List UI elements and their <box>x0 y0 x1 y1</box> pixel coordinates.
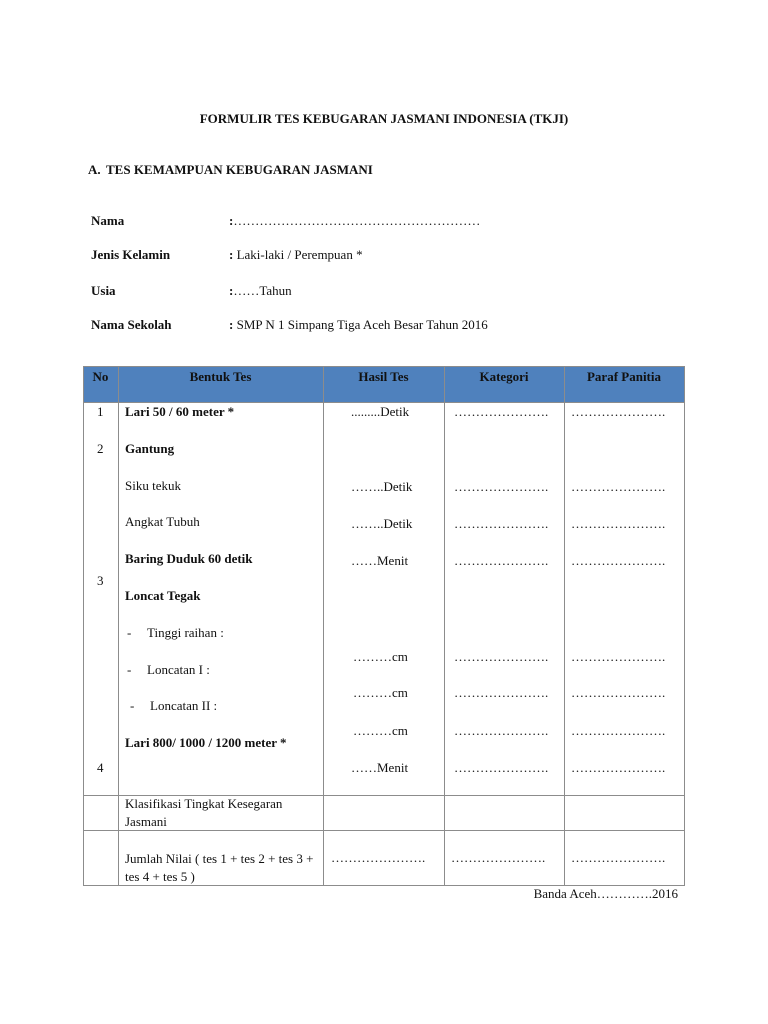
kategori-blank: …………………. <box>454 553 549 568</box>
kategori-blank: …………………. <box>454 479 549 494</box>
section-label: TES KEMAMPUAN KEBUGARAN JASMANI <box>106 162 373 177</box>
field-label-usia: Usia <box>91 283 116 298</box>
field-label-jenis-kelamin: Jenis Kelamin <box>91 247 171 262</box>
field-label-nama-sekolah: Nama Sekolah <box>91 317 172 332</box>
paraf-blank: …………………. <box>571 649 666 664</box>
field-text: ……Tahun <box>233 283 292 298</box>
field-colon: : <box>229 247 234 262</box>
table-divider <box>564 366 565 886</box>
header-kategori: Kategori <box>479 369 529 384</box>
result-blank: ……Menit <box>351 760 409 775</box>
kategori-blank: …………………. <box>454 404 549 419</box>
row-number: 1 <box>97 404 104 419</box>
test-name: Loncat Tegak <box>125 588 201 603</box>
kategori-blank: …………………. <box>454 685 549 700</box>
field-colon: : <box>229 283 234 298</box>
test-name: Angkat Tubuh <box>125 514 200 529</box>
result-blank: ……..Detik <box>351 516 413 531</box>
field-value-jenis-kelamin <box>229 247 363 263</box>
document-title: FORMULIR TES KEBUGARAN JASMANI INDONESIA (TKJI) <box>199 111 569 126</box>
test-name: Tinggi raihan : <box>147 625 224 640</box>
paraf-blank: …………………. <box>571 553 666 568</box>
result-blank: ………cm <box>353 685 408 700</box>
test-name: Loncatan I : <box>147 662 210 677</box>
jumlah-hasil-blank: …………………. <box>331 850 426 865</box>
place-date: Banda Aceh………….2016 <box>533 886 678 901</box>
result-blank: ………cm <box>353 723 408 738</box>
test-name: Baring Duduk 60 detik <box>125 551 253 566</box>
jumlah-nilai-label: Jumlah Nilai ( tes 1 + tes 2 + tes 3 + tes 4 + tes 5 ) <box>125 851 314 884</box>
row-number: 4 <box>97 760 104 775</box>
header-no: No <box>92 369 109 384</box>
kategori-blank: …………………. <box>454 760 549 775</box>
paraf-blank: …………………. <box>571 760 666 775</box>
dash: - <box>127 662 132 677</box>
test-name: Loncatan II : <box>150 698 218 713</box>
paraf-blank: …………………. <box>571 723 666 738</box>
table-divider <box>323 366 324 886</box>
header-bentuk-tes: Bentuk Tes <box>189 369 252 384</box>
table-divider <box>83 402 685 403</box>
section-heading <box>88 162 373 178</box>
paraf-blank: …………………. <box>571 404 666 419</box>
test-name: Lari 800/ 1000 / 1200 meter * <box>125 735 287 750</box>
paraf-blank: …………………. <box>571 516 666 531</box>
field-text: ………………………………………………… <box>233 213 481 228</box>
section-letter: A. <box>88 162 101 177</box>
field-value-usia <box>229 283 292 299</box>
kategori-blank: …………………. <box>454 649 549 664</box>
test-name: Siku tekuk <box>125 478 181 493</box>
jumlah-kategori-blank: …………………. <box>451 850 546 865</box>
table-border <box>83 366 84 886</box>
field-value-nama-sekolah <box>229 317 488 333</box>
result-blank: ……..Detik <box>351 479 413 494</box>
field-colon: : <box>229 213 234 228</box>
table-divider <box>444 366 445 886</box>
field-text: Laki-laki / Perempuan * <box>233 247 363 262</box>
field-label-nama: Nama <box>91 213 125 228</box>
field-value-nama <box>229 213 480 229</box>
header-paraf-panitia: Paraf Panitia <box>586 369 661 384</box>
result-blank: ……Menit <box>351 553 409 568</box>
klasifikasi-label: Klasifikasi Tingkat Kesegaran Jasmani <box>125 796 283 829</box>
table-border <box>83 366 685 367</box>
kategori-blank: …………………. <box>454 723 549 738</box>
dash: - <box>130 698 135 713</box>
test-table <box>83 366 685 886</box>
field-text: SMP N 1 Simpang Tiga Aceh Besar Tahun 2016 <box>233 317 488 332</box>
header-hasil-tes: Hasil Tes <box>358 369 409 384</box>
kategori-blank: …………………. <box>454 516 549 531</box>
row-number: 2 <box>97 441 104 456</box>
field-colon: : <box>229 317 234 332</box>
paraf-blank: …………………. <box>571 685 666 700</box>
dash: - <box>127 625 132 640</box>
table-border <box>684 366 685 886</box>
result-blank: .........Detik <box>351 404 410 419</box>
test-name: Lari 50 / 60 meter * <box>125 404 235 419</box>
paraf-blank: …………………. <box>571 479 666 494</box>
row-number: 3 <box>97 573 104 588</box>
jumlah-paraf-blank: …………………. <box>571 850 666 865</box>
result-blank: ………cm <box>353 649 408 664</box>
test-name: Gantung <box>125 441 175 456</box>
table-divider <box>118 366 119 886</box>
